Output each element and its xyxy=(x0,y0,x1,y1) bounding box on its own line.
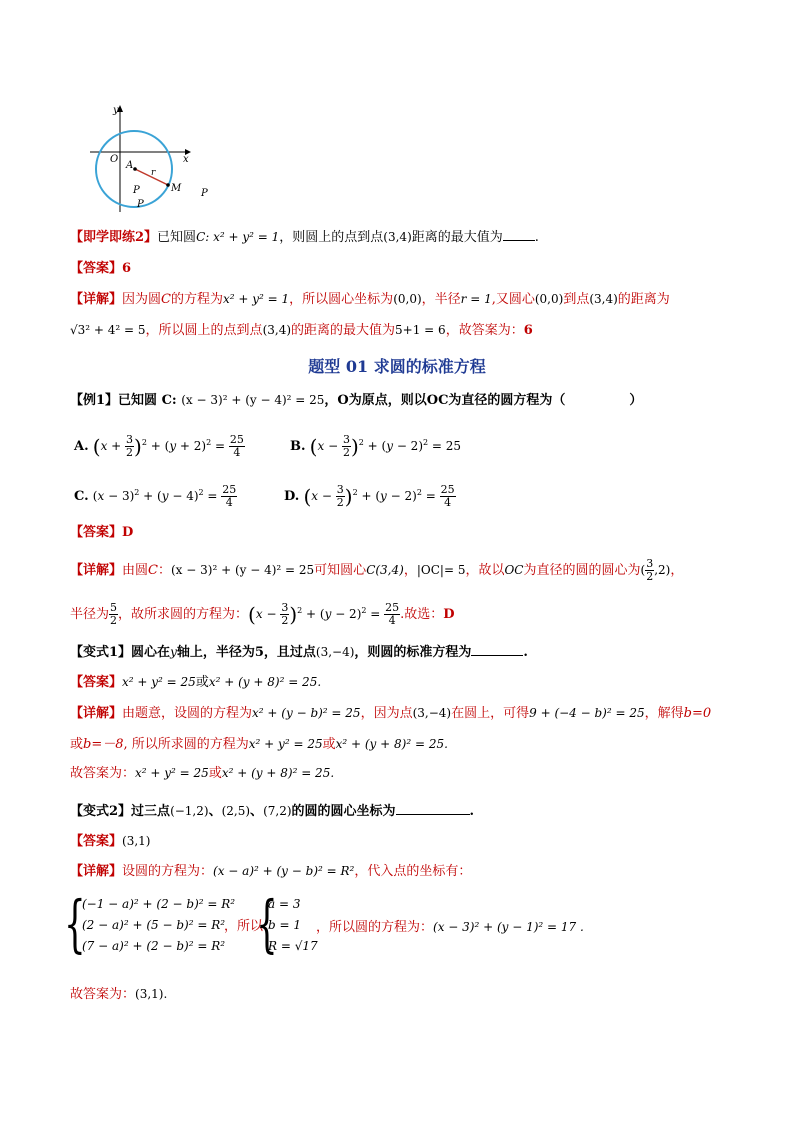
label-p3: P xyxy=(201,188,208,199)
solution-brace-left: { xyxy=(256,887,278,960)
option-a[interactable]: A. (x + $\frac{3}{2}$ )$^2 + (y + 2)^2$ = $\frac{25}{4}$ xyxy=(74,433,244,459)
label-a: A xyxy=(126,160,134,171)
practice2-answer: 【答案】6 xyxy=(70,261,132,276)
option-d[interactable]: D. (x − $\frac{3}{2}$ )$^2 + (y - 2)^2$ = $\frac{25}{4}$ xyxy=(284,483,455,509)
variant1-detail-line1: 【详解】由题意，设圆的方程为x² + (y − b)² = 25，因为点(3,−4)在圆上，可得9 + (−4 − b)² = 25，解得b=0 xyxy=(70,706,712,721)
example1-answer: 【答案】D xyxy=(70,525,134,540)
practice2-detail-line1: 【详解】因为圆C的方程为x² + y² = 1，所以圆心坐标为(0,0)，半径r = 1,又圆心(0,0)到点(3,4)的距离为 xyxy=(70,292,670,307)
circle-figure xyxy=(85,100,225,215)
label-o: O xyxy=(110,154,119,165)
final-equation: ，所以圆的方程为：(x − 3)² + (y − 1)² = 17 . xyxy=(316,920,584,935)
example1-detail-line2: 半径为 $\frac{5}{2}$ ，故所求圆的方程为：(x − $\frac{3}{2}$ )$^2 + (y - 2)^2$ = $\frac{25}{4}$ .故选：D xyxy=(70,601,455,627)
answer-blank[interactable] xyxy=(503,228,535,241)
label-m: M xyxy=(171,183,182,194)
so-text: ，所以 xyxy=(224,919,264,934)
solution-system: a = 3 b = 1 R = √17 xyxy=(268,897,318,953)
label-x: x xyxy=(183,154,189,165)
equation-system: (−1 − a)² + (2 − b)² = R² (2 − a)² + (5 − b)² = R² (7 − a)² + (2 − b)² = R² xyxy=(82,897,236,953)
answer-blank[interactable] xyxy=(396,802,470,815)
practice2-detail-line2: √3² + 4² = 5，所以圆上的点到点(3,4)的距离的最大值为5+1 = 6，故答案为：6 xyxy=(70,323,533,338)
label-r: r xyxy=(151,168,156,178)
point-m-dot xyxy=(166,183,170,187)
point-a-dot xyxy=(133,167,137,171)
variant1-detail-line2: 或b=－8, 所以所求圆的方程为x² + y² = 25或x² + (y + 8)² = 25. xyxy=(70,737,448,752)
variant2-final-answer: 故答案为：(3,1). xyxy=(70,987,168,1002)
variant2-answer: 【答案】(3,1) xyxy=(70,834,151,849)
label-p2: P xyxy=(137,199,144,210)
label-y: y xyxy=(113,105,119,116)
practice2-question: 【即学即练2】已知圆C: x² + y² = 1，则圆上的点到点(3,4)距离的最大值为 . xyxy=(70,230,539,245)
system-brace-left: { xyxy=(64,887,86,960)
variant1-answer: 【答案】x² + y² = 25或x² + (y + 8)² = 25. xyxy=(70,675,322,690)
variant1-detail-line3: 故答案为：x² + y² = 25或x² + (y + 8)² = 25. xyxy=(70,766,335,781)
section-title: 题型 01 求圆的标准方程 xyxy=(308,357,486,376)
label-p1: P xyxy=(133,185,140,196)
variant2-detail-line1: 【详解】设圆的方程为：(x − a)² + (y − b)² = R²，代入点的坐标有： xyxy=(70,864,472,879)
variant1-question: 【变式1】圆心在y轴上，半径为5，且过点(3,−4)，则圆的标准方程为 . xyxy=(70,645,528,660)
variant2-question: 【变式2】过三点(−1,2)、(2,5)、(7,2)的圆的圆心坐标为 . xyxy=(70,804,475,819)
option-b[interactable]: B. (x − $\frac{3}{2}$ )$^2 + (y - 2)^2 = 25$ xyxy=(290,433,462,459)
option-c[interactable]: C. $(x - 3)^2 + (y - 4)^2$ = $\frac{25}{4}$ xyxy=(74,483,237,509)
answer-blank[interactable] xyxy=(471,643,523,656)
example1-question: 【例1】已知圆 C: (x − 3)² + (y − 4)² = 25，O为原点，则以OC为直径的圆方程为（ ） xyxy=(70,393,643,408)
example1-detail-line1: 【详解】由圆C：(x − 3)² + (y − 4)² = 25可知圆心C(3,4)，|OC|= 5，故以OC为直径的圆的圆心为( $\frac{3}{2}$ ,2)， xyxy=(70,557,684,583)
